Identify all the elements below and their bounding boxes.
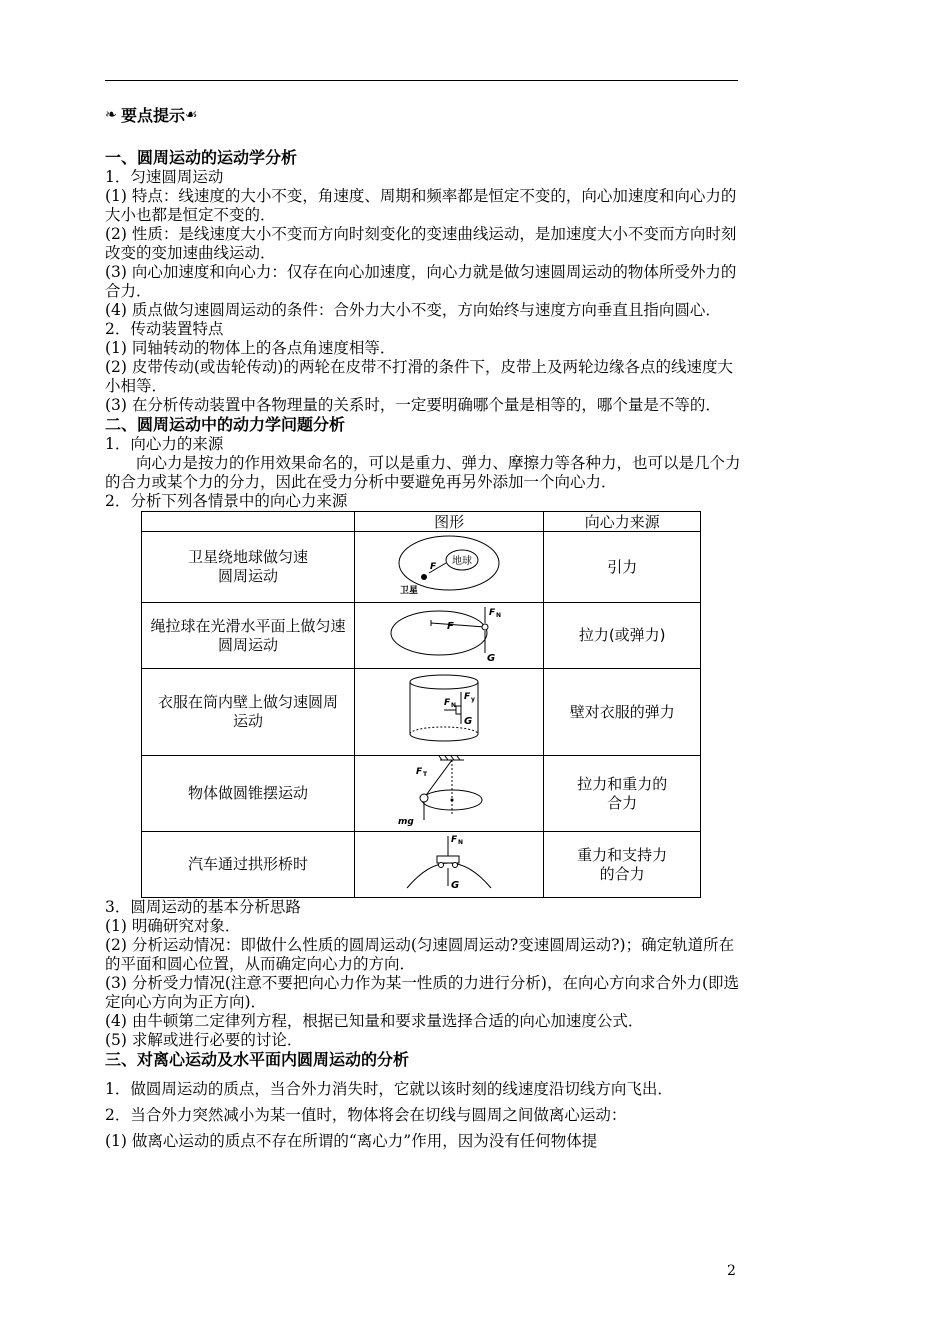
- banner-title: 要点提示: [121, 105, 186, 125]
- svg-text:N: N: [496, 612, 502, 619]
- figure-cell: [354, 669, 543, 756]
- arch-bridge-figure: [401, 832, 497, 892]
- section-2-sub1: 1．向心力的来源: [105, 435, 224, 453]
- table-row: [142, 532, 701, 603]
- table-row: [142, 832, 701, 898]
- figure-cell: [354, 603, 543, 669]
- list-item: (3) 在分析传动装置中各物理量的关系时，一定要明确哪个量是相等的，哪个量是不等的．: [105, 396, 721, 414]
- svg-text:F: F: [489, 608, 496, 618]
- table-row: [142, 756, 701, 832]
- scene-cell: 卫星绕地球做匀速圆周运动: [142, 532, 355, 603]
- list-item: (5) 求解或进行必要的讨论．: [105, 1031, 303, 1049]
- page-number: 2: [727, 1263, 736, 1279]
- list-item: (1) 做离心运动的质点不存在所谓的“离心力”作用，因为没有任何物体提: [105, 1132, 598, 1150]
- figure-cell: [354, 832, 543, 898]
- header-rule: [105, 80, 738, 81]
- list-item: (3) 向心加速度和向心力：仅存在向心加速度，向心力就是做匀速圆周运动的物体所受外力的合力．: [105, 263, 737, 300]
- scene-cell: 绳拉球在光滑水平面上做匀速圆周运动: [142, 603, 355, 669]
- list-item: (1) 明确研究对象．: [105, 917, 241, 935]
- section-3-heading: 三、对离心运动及水平面内圆周运动的分析: [105, 1050, 410, 1069]
- svg-text:F: F: [444, 697, 451, 708]
- figure-cell: [354, 756, 543, 832]
- svg-text:y: y: [471, 695, 476, 703]
- list-item: 2．当合外力突然减小为某一值时，物体将会在切线与圆周之间做离心运动：: [105, 1106, 627, 1124]
- table-header-figure: 图形: [354, 512, 543, 532]
- list-item: (4) 质点做匀速圆周运动的条件：合外力大小不变，方向始终与速度方向垂直且指向圆心．: [105, 301, 721, 319]
- list-item: (1) 同轴转动的物体上的各点角速度相等．: [105, 339, 396, 357]
- table-header-source: 向心力来源: [544, 512, 701, 532]
- svg-text:G: G: [487, 653, 496, 663]
- scene-cell: 衣服在筒内壁上做匀速圆周运动: [142, 669, 355, 756]
- section-1-sub1: 1．匀速圆周运动: [105, 168, 224, 186]
- table-header-scene: [142, 512, 355, 532]
- table-row: [142, 669, 701, 756]
- svg-text:N: N: [458, 839, 464, 846]
- svg-text:N: N: [451, 701, 457, 709]
- list-item: (4) 由牛顿第二定律列方程，根据已知量和要求量选择合适的向心加速度公式．: [105, 1012, 644, 1030]
- section-2-sub2: 2．分析下列各情景中的向心力来源: [105, 492, 348, 510]
- conical-pendulum-figure: [394, 756, 504, 826]
- satellite-orbit-figure: [394, 533, 504, 597]
- svg-text:卫星: 卫星: [400, 585, 419, 596]
- scene-cell: 汽车通过拱形桥时: [142, 832, 355, 898]
- right-ornament-icon: ☙: [185, 106, 198, 123]
- source-cell: 引力: [544, 532, 701, 603]
- svg-text:F: F: [416, 767, 423, 777]
- paragraph: 向心力是按力的作用效果命名的，可以是重力、弹力、摩擦力等各种力，也可以是几个力的合力或某个力的分力，因此在受力分析中要避免再另外添加一个向心力．: [105, 454, 741, 491]
- svg-text:F: F: [464, 691, 471, 702]
- table-row: [142, 603, 701, 669]
- source-cell: 拉力(或弹力): [544, 603, 701, 669]
- scene-cell: 物体做圆锥摆运动: [142, 756, 355, 832]
- list-item: (1) 特点：线速度的大小不变，角速度、周期和频率都是恒定不变的，向心加速度和向心力的大小也都是恒定不变的．: [105, 187, 737, 224]
- section-2-sub3: 3．圆周运动的基本分析思路: [105, 898, 301, 916]
- page-content: [105, 100, 741, 1154]
- list-item: (2) 分析运动情况：即做什么性质的圆周运动(匀速圆周运动?变速圆周运动?)；确定轨道所在的平面和圆心位置，从而确定向心力的方向．: [105, 936, 735, 973]
- section-1-sub2: 2．传动装置特点: [105, 320, 224, 338]
- section-3-body: [105, 1076, 741, 1154]
- list-item: (2) 皮带传动(或齿轮传动)的两轮在皮带不打滑的条件下，皮带上及两轮边缘各点的线速度大小相等．: [105, 358, 733, 395]
- list-item: (3) 分析受力情况(注意不要把向心力作为某一性质的力进行分析)，在向心方向求合外力(即选定向心方向为正方向)．: [105, 974, 740, 1011]
- section-banner: [105, 100, 741, 130]
- section-1-heading: 一、圆周运动的运动学分析: [105, 148, 298, 167]
- rope-ball-figure: [389, 603, 509, 663]
- svg-text:F: F: [430, 561, 437, 572]
- table-header-row: [142, 512, 701, 532]
- svg-text:F: F: [447, 621, 454, 632]
- list-item: (2) 性质：是线速度大小不变而方向时刻变化的变速曲线运动，是加速度大小不变而方向时刻改变的变加速曲线运动．: [105, 225, 737, 262]
- source-cell: 拉力和重力的合力: [544, 756, 701, 832]
- svg-text:G: G: [464, 715, 473, 727]
- force-source-table: [141, 511, 701, 898]
- spin-dryer-figure: [404, 672, 494, 748]
- left-ornament-icon: ❧: [105, 106, 117, 123]
- section-2-heading: 二、圆周运动中的动力学问题分析: [105, 415, 346, 434]
- svg-text:F: F: [451, 835, 458, 845]
- source-cell: 重力和支持力的合力: [544, 832, 701, 898]
- svg-text:地球: 地球: [452, 555, 473, 567]
- source-cell: 壁对衣服的弹力: [544, 669, 701, 756]
- svg-text:G: G: [451, 880, 460, 891]
- list-item: 1．做圆周运动的质点，当合外力消失时，它就以该时刻的线速度沿切线方向飞出．: [105, 1080, 673, 1098]
- figure-cell: [354, 532, 543, 603]
- svg-text:mg: mg: [398, 817, 414, 826]
- svg-text:T: T: [423, 771, 428, 778]
